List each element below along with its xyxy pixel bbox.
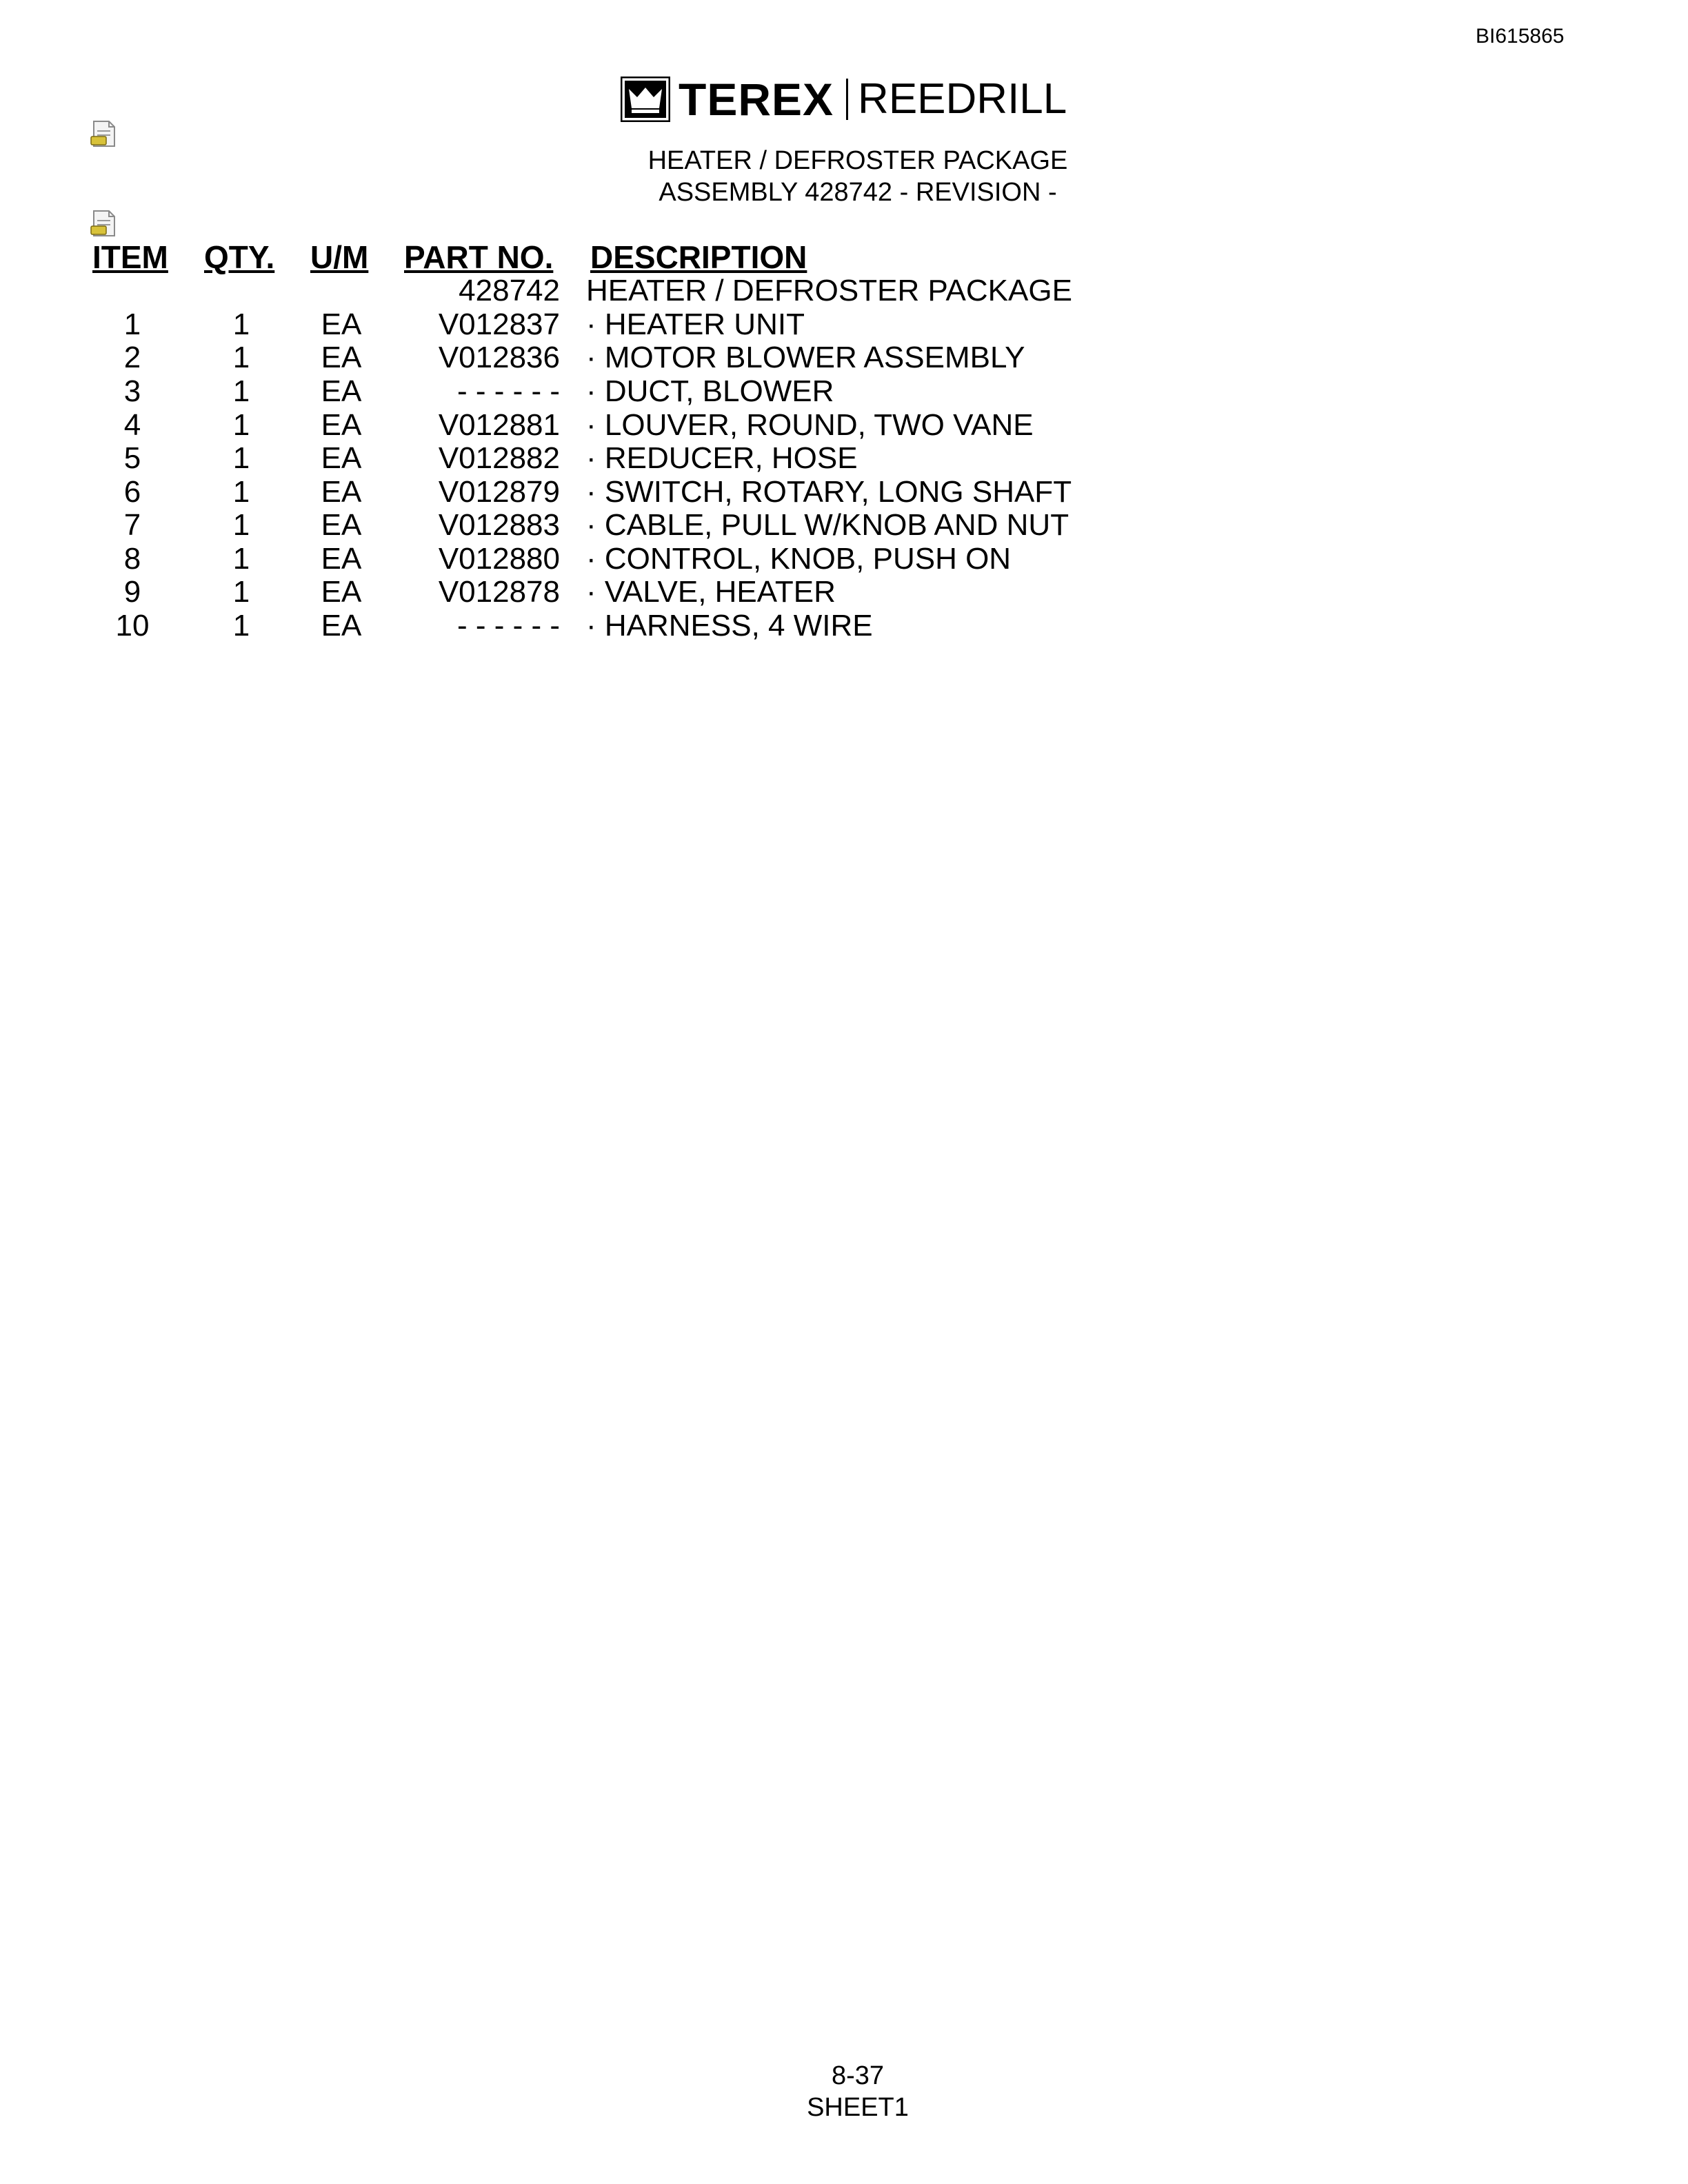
description: · CONTROL, KNOB, PUSH ON bbox=[586, 542, 1012, 576]
unit-of-measure: EA bbox=[321, 408, 362, 442]
table-row bbox=[0, 609, 1688, 643]
unit-of-measure: EA bbox=[321, 609, 362, 643]
brand-division: REEDRILL bbox=[858, 75, 1067, 123]
column-header-part-no: PART NO. bbox=[404, 239, 554, 275]
unit-of-measure: EA bbox=[321, 542, 362, 576]
description: · MOTOR BLOWER ASSEMBLY bbox=[586, 341, 1025, 374]
description: · CABLE, PULL W/KNOB AND NUT bbox=[586, 508, 1069, 542]
table-row bbox=[0, 308, 1688, 341]
quantity: 1 bbox=[232, 575, 250, 609]
item-number: 9 bbox=[123, 575, 141, 609]
part-number: 428742 bbox=[459, 274, 560, 307]
unit-of-measure: EA bbox=[321, 374, 362, 408]
table-row bbox=[0, 409, 1688, 442]
part-number: - - - - - - bbox=[456, 374, 560, 408]
part-number: V012879 bbox=[438, 475, 560, 509]
brand-divider bbox=[846, 79, 848, 120]
description: · HARNESS, 4 WIRE bbox=[586, 609, 873, 643]
item-number: 2 bbox=[123, 341, 141, 374]
table-row bbox=[0, 543, 1688, 576]
page-number: 8-37 bbox=[831, 2061, 885, 2090]
column-header-um: U/M bbox=[310, 239, 369, 275]
item-number: 8 bbox=[123, 542, 141, 576]
terex-crown-logo-icon bbox=[621, 77, 670, 122]
quantity: 1 bbox=[232, 307, 250, 341]
attachment-file-icon[interactable] bbox=[90, 208, 120, 239]
quantity: 1 bbox=[232, 374, 250, 408]
description: · REDUCER, HOSE bbox=[586, 441, 858, 475]
table-row bbox=[0, 375, 1688, 408]
part-number: V012881 bbox=[438, 408, 560, 442]
table-row bbox=[0, 442, 1688, 475]
description: · DUCT, BLOWER bbox=[586, 374, 834, 408]
sheet-label: SHEET1 bbox=[807, 2093, 909, 2122]
description: · HEATER UNIT bbox=[586, 307, 805, 341]
quantity: 1 bbox=[232, 408, 250, 442]
part-number: - - - - - - bbox=[456, 609, 560, 643]
column-header-description: DESCRIPTION bbox=[590, 239, 807, 275]
part-number: V012836 bbox=[438, 341, 560, 374]
part-number: V012880 bbox=[438, 542, 560, 576]
document-id: BI615865 bbox=[1476, 25, 1565, 48]
unit-of-measure: EA bbox=[321, 475, 362, 509]
column-header-qty: QTY. bbox=[204, 239, 275, 275]
quantity: 1 bbox=[232, 542, 250, 576]
description: · SWITCH, ROTARY, LONG SHAFT bbox=[586, 475, 1072, 509]
unit-of-measure: EA bbox=[321, 575, 362, 609]
item-number: 1 bbox=[123, 307, 141, 341]
part-number: V012837 bbox=[438, 307, 560, 341]
quantity: 1 bbox=[232, 475, 250, 509]
column-header-item: ITEM bbox=[92, 239, 168, 275]
item-number: 7 bbox=[123, 508, 141, 542]
unit-of-measure: EA bbox=[321, 441, 362, 475]
item-number: 3 bbox=[123, 374, 141, 408]
assembly-revision: ASSEMBLY 428742 - REVISION - bbox=[659, 178, 1057, 207]
table-row bbox=[0, 576, 1688, 609]
document-title: HEATER / DEFROSTER PACKAGE bbox=[647, 146, 1068, 175]
item-number: 6 bbox=[123, 475, 141, 509]
table-row bbox=[0, 274, 1688, 307]
attachment-file-icon[interactable] bbox=[90, 119, 120, 149]
unit-of-measure: EA bbox=[321, 307, 362, 341]
brand-name: TEREX bbox=[679, 74, 834, 125]
item-number: 4 bbox=[123, 408, 141, 442]
quantity: 1 bbox=[232, 508, 250, 542]
quantity: 1 bbox=[232, 609, 250, 643]
description: · LOUVER, ROUND, TWO VANE bbox=[586, 408, 1034, 442]
table-row bbox=[0, 509, 1688, 542]
item-number: 10 bbox=[115, 609, 150, 643]
part-number: V012882 bbox=[438, 441, 560, 475]
part-number: V012878 bbox=[438, 575, 560, 609]
quantity: 1 bbox=[232, 341, 250, 374]
unit-of-measure: EA bbox=[321, 341, 362, 374]
part-number: V012883 bbox=[438, 508, 560, 542]
table-row bbox=[0, 341, 1688, 374]
description: HEATER / DEFROSTER PACKAGE bbox=[586, 274, 1072, 307]
unit-of-measure: EA bbox=[321, 508, 362, 542]
item-number: 5 bbox=[123, 441, 141, 475]
terex-reedrill-logo bbox=[621, 74, 1067, 124]
description: · VALVE, HEATER bbox=[586, 575, 836, 609]
table-row bbox=[0, 476, 1688, 509]
quantity: 1 bbox=[232, 441, 250, 475]
